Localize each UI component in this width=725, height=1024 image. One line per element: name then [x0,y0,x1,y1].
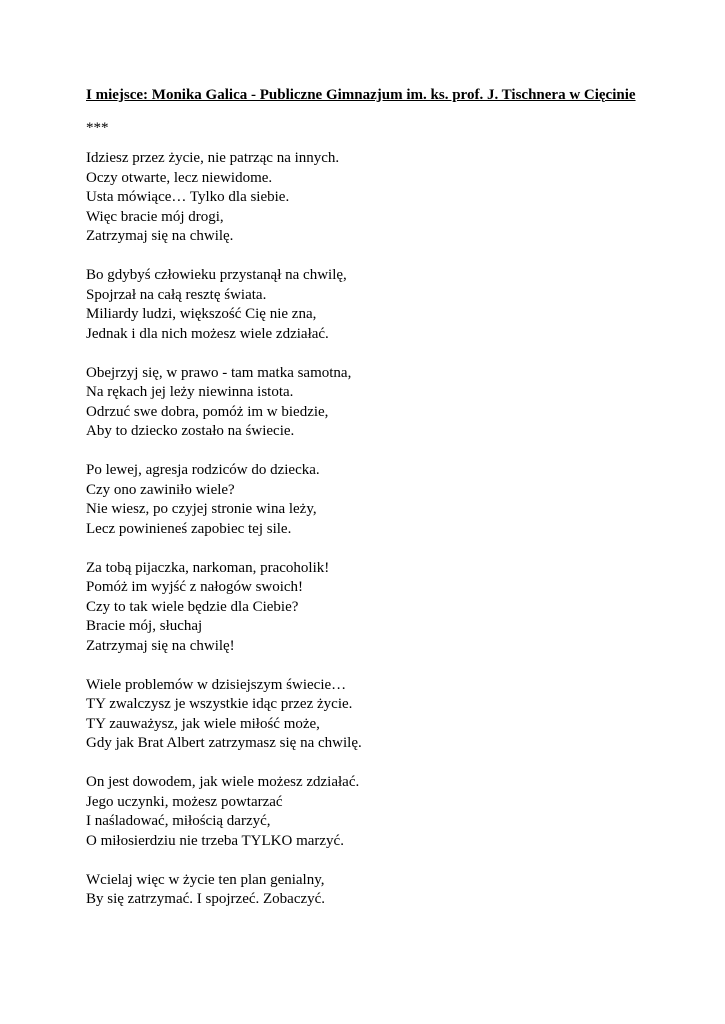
poem-line: TY zwalczysz je wszystkie idąc przez życie. [86,696,353,712]
poem-line: Czy to tak wiele będzie dla Ciebie? [86,598,299,615]
poem-line: Spojrzał na całą resztę świata. [86,286,267,303]
poem-line: Jednak i dla nich możesz wiele zdziałać. [86,325,329,342]
poem-line: Wiele problemów w dzisiejszym świecie… [86,676,347,693]
poem-line: Zatrzymaj się na chwilę. [86,228,234,244]
poem-line: Wcielaj więc w życie ten plan genialny, [86,871,325,888]
poem-stanza [86,364,686,442]
poem-line: Na rękach jej leży niewinna istota. [86,384,294,400]
poem-stanza [86,773,686,851]
poem-line: O miłosierdziu nie trzeba TYLKO marzyć. [86,832,344,849]
poem-line: Czy ono zawiniło wiele? [86,481,235,498]
poem-line: Bo gdybyś człowieku przystanął na chwilę, [86,267,347,283]
document-page [86,86,686,929]
poem-line: Aby to dziecko zostało na świecie. [86,423,295,439]
poem-line: Za tobą pijaczka, narkoman, pracoholik! [86,559,330,576]
poem-stanza [86,559,686,657]
poem-line: Zatrzymaj się na chwilę! [86,637,235,654]
poem-stanza [86,461,686,539]
poem-stanza [86,149,686,247]
poem-line: Pomóż im wyjść z nałogów swoich! [86,579,304,595]
poem-line: Obejrzyj się, w prawo - tam matka samotna, [86,364,352,381]
poem-line: Usta mówiące… Tylko dla siebie. [86,189,290,205]
poem-line: Idziesz przez życie, nie patrząc na innych. [86,150,340,166]
poem-line: TY zauważysz, jak wiele miłość może, [86,715,320,732]
poem-line: Odrzuć swe dobra, pomóż im w biedzie, [86,403,329,420]
poem-line: On jest dowodem, jak wiele możesz zdziałać. [86,774,360,790]
poem-line: Lecz powinieneś zapobiec tej sile. [86,520,292,537]
poem-body [86,149,686,910]
poem-line: Oczy otwarte, lecz niewidome. [86,169,273,186]
poem-stanza [86,676,686,754]
section-separator: *** [86,120,109,136]
poem-line: By się zatrzymać. I spojrzeć. Zobaczyć. [86,891,326,907]
poem-line: I naśladować, miłością darzyć, [86,813,271,829]
poem-stanza [86,266,686,344]
poem-line: Miliardy ludzi, większość Cię nie zna, [86,306,317,322]
poem-line: Jego uczynki, możesz powtarzać [86,793,283,810]
poem-line: Bracie mój, słuchaj [86,618,203,634]
poem-line: Więc bracie mój drogi, [86,208,224,225]
poem-stanza [86,871,686,910]
document-heading: I miejsce: Monika Galica - Publiczne Gimnazjum im. ks. prof. J. Tischnera w Cięcinie [86,87,636,103]
poem-line: Po lewej, agresja rodziców do dziecka. [86,462,320,478]
poem-line: Gdy jak Brat Albert zatrzymasz się na chwilę. [86,735,362,751]
poem-line: Nie wiesz, po czyjej stronie wina leży, [86,501,317,517]
